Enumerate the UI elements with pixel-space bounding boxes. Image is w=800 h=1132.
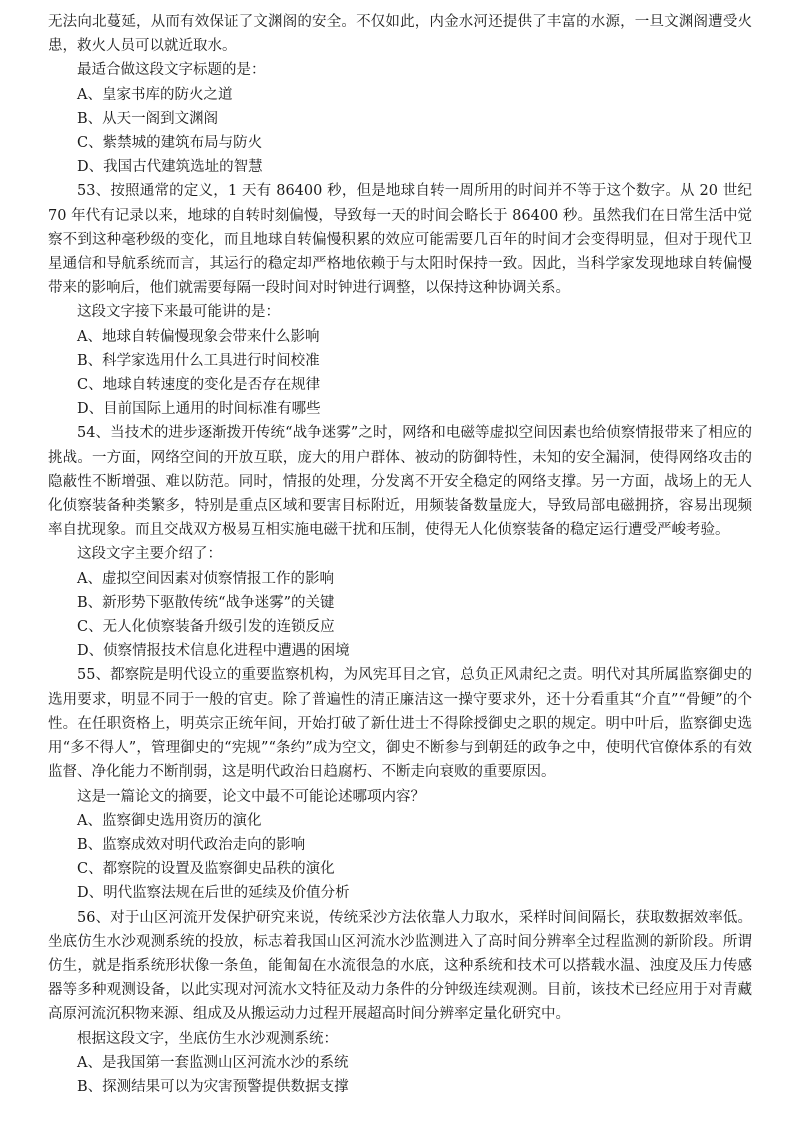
question-53 <box>48 179 752 421</box>
passage-text: 55、都察院是明代设立的重要监察机构，为风宪耳目之官，总负正风肃纪之责。明代对其所属监察御史的选用要求，明显不同于一般的官吏。除了普遍性的清正廉洁这一操守要求外，还十分看重其“介直”“骨鲠”的个性。在任职资格上，明英宗正统年间，开始打破了新仕进士不得除授御史之职的规定。明中叶后，监察御史选用“多不得人”，管理御史的“宪规”“条约”成为空文，御史不断参与到朝廷的政争之中，使明代官僚体系的有效监督、净化能力不断削弱，这是明代政治日趋腐朽、不断走向衰败的重要原因。 <box>48 667 752 781</box>
option-c[interactable]: C、都察院的设置及监察御史品秩的演化 <box>77 861 335 878</box>
option-a[interactable]: A、皇家书库的防火之道 <box>77 86 233 103</box>
option-d[interactable]: D、目前国际上通用的时间标准有哪些 <box>77 401 321 418</box>
question-prompt: 最适合做这段文字标题的是： <box>77 62 266 79</box>
question-prompt: 根据这段文字，坐底仿生水沙观测系统： <box>77 1030 338 1047</box>
question-56 <box>48 906 752 1100</box>
passage-text: 56、对于山区河流开发保护研究来说，传统采沙方法依靠人力取水，采样时间间隔长，获取数据效率低。坐底仿生水沙观测系统的投放，标志着我国山区河流水沙监测进入了高时间分辨率全过程监测的新阶段。所谓仿生，就是指系统形状像一条鱼，能匍匐在水流很急的水底，这种系统和技术可以搭载水温、浊度及压力传感器等多种观测设备，以此实现对河流水文特征及动力条件的分钟级连续观测。目前，该技术已经应用于对青藏高原河流沉积物来源、组成及从搬运动力过程开展超高时间分辨率定量化研究中。 <box>48 909 752 1023</box>
option-b[interactable]: B、探测结果可以为灾害预警提供数据支撑 <box>77 1078 349 1095</box>
option-c[interactable]: C、无人化侦察装备升级引发的连锁反应 <box>77 619 335 636</box>
question-prompt: 这段文字主要介绍了： <box>77 546 222 563</box>
question-prompt: 这段文字接下来最可能讲的是： <box>77 304 280 321</box>
option-c[interactable]: C、地球自转速度的变化是否存在规律 <box>77 377 321 394</box>
option-d[interactable]: D、我国古代建筑选址的智慧 <box>77 159 263 176</box>
exam-page <box>48 10 752 1099</box>
option-a[interactable]: A、监察御史选用资历的演化 <box>77 812 262 829</box>
question-52-tail <box>48 10 752 179</box>
option-a[interactable]: A、是我国第一套监测山区河流水沙的系统 <box>77 1054 349 1071</box>
option-b[interactable]: B、从天一阁到文渊阁 <box>77 110 219 127</box>
option-a[interactable]: A、虚拟空间因素对侦察情报工作的影响 <box>77 570 334 587</box>
passage-text: 无法向北蔓延，从而有效保证了文渊阁的安全。不仅如此，内金水河还提供了丰富的水源，一旦文渊阁遭受火患，救火人员可以就近取水。 <box>48 14 752 55</box>
option-d[interactable]: D、明代监察法规在后世的延续及价值分析 <box>77 885 350 902</box>
option-b[interactable]: B、科学家选用什么工具进行时间校准 <box>77 352 320 369</box>
passage-text: 54、当技术的进步逐渐拨开传统“战争迷雾”之时，网络和电磁等虚拟空间因素也给侦察情报带来了相应的挑战。一方面，网络空间的开放互联，庞大的用户群体、被动的防御特性，未知的安全漏洞，使得网络攻击的隐蔽性不断增强、难以防范。同时，情报的处理，分发离不开安全稳定的网络支撑。另一方面，战场上的无人化侦察装备种类繁多，特别是重点区域和要害目标附近，用频装备数量庞大，导致局部电磁拥挤，容易出现频率自扰现象。而且交战双方极易互相实施电磁干扰和压制，使得无人化侦察装备的稳定运行遭受严峻考验。 <box>48 425 752 539</box>
option-a[interactable]: A、地球自转偏慢现象会带来什么影响 <box>77 328 320 345</box>
question-prompt: 这是一篇论文的摘要，论文中最不可能论述哪项内容？ <box>77 788 425 805</box>
question-55 <box>48 663 752 905</box>
passage-text: 53、按照通常的定义，1 天有 86400 秒，但是地球自转一周所用的时间并不等于这个数字。从 20 世纪 70 年代有记录以来，地球的自转时刻偏慢，导致每一天的时间会略长于 86400 秒。虽然我们在日常生活中觉察不到这种毫秒级的变化，而且地球自转偏慢积累的效应可能需要几百年的时间才会变得明显，但对于现代卫星通信和导航系统而言，其运行的稳定却严格地依赖于与太阳时保持一致。因此，当科学家发现地球自转偏慢带来的影响后，他们就需要每隔一段时间对时钟进行调整，以保持这种协调关系。 <box>48 183 752 297</box>
option-b[interactable]: B、新形势下驱散传统“战争迷雾”的关键 <box>77 594 335 611</box>
option-d[interactable]: D、侦察情报技术信息化进程中遭遇的困境 <box>77 643 350 660</box>
option-c[interactable]: C、紫禁城的建筑布局与防火 <box>77 135 263 152</box>
question-54 <box>48 421 752 663</box>
option-b[interactable]: B、监察成效对明代政治走向的影响 <box>77 836 306 853</box>
